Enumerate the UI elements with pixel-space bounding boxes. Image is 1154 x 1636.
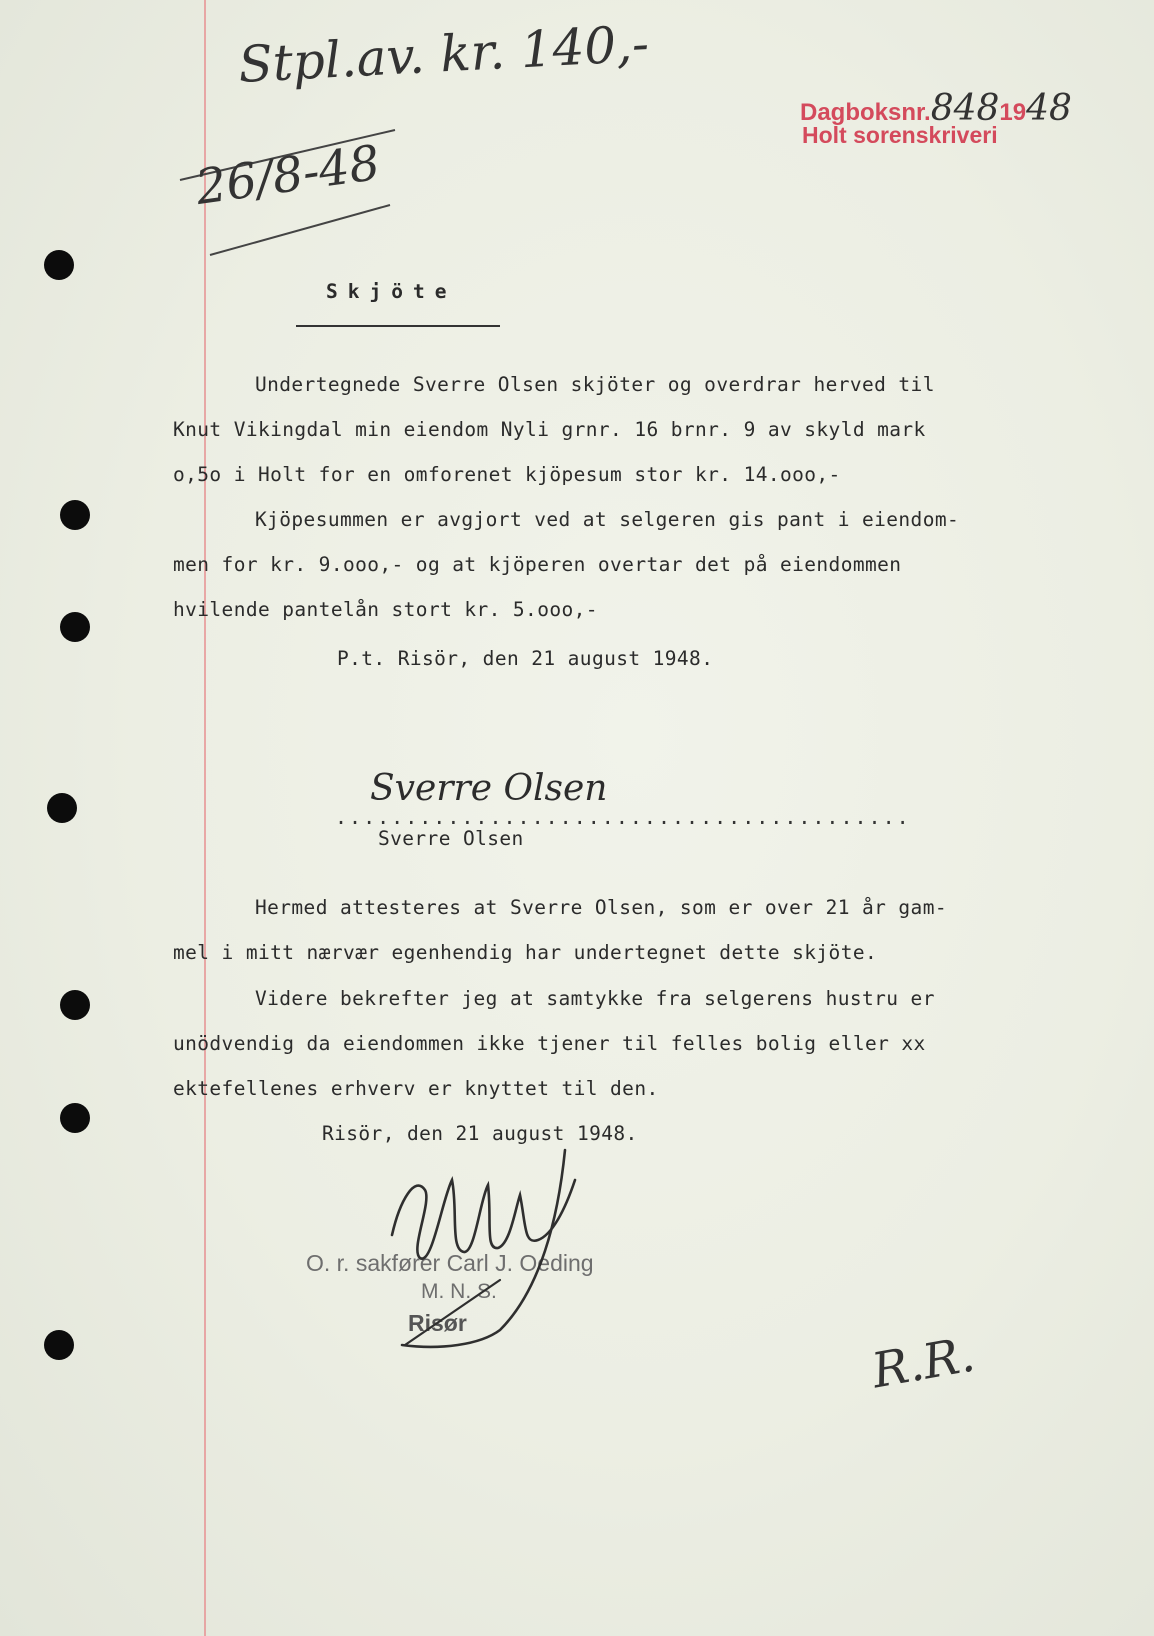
- handwritten-initials: R.R.: [867, 1326, 979, 1400]
- punch-hole: [60, 1103, 90, 1133]
- seal-line-2: M. N. S.: [421, 1280, 497, 1303]
- dagbok-number: 848: [930, 88, 1000, 129]
- punch-hole: [44, 250, 74, 280]
- punch-hole: [60, 990, 90, 1020]
- dagbok-year-written: 48: [1026, 88, 1072, 129]
- notary-signature: [380, 1140, 610, 1360]
- paragraph-3-line-1: Hermed attesteres at Sverre Olsen, som er over 21 år gam-: [255, 896, 947, 919]
- dagbok-prefix: Dagboksnr.: [800, 99, 931, 126]
- handwritten-fee: Stpl.av. kr. 140,-: [236, 14, 651, 94]
- handwritten-date: 26/8-48: [192, 134, 384, 216]
- place-date-2: Risör, den 21 august 1948.: [322, 1122, 638, 1145]
- paragraph-1-line-1: Undertegnede Sverre Olsen skjöter og overdrar herved til: [255, 373, 935, 396]
- paragraph-2-line-1: Kjöpesummen er avgjort ved at selgeren gis pant i eiendom-: [255, 508, 960, 531]
- paragraph-4-line-2: unödvendig da eiendommen ikke tjener til felles bolig eller xx: [173, 1032, 926, 1055]
- seal-line-3: Risør: [408, 1310, 467, 1336]
- punch-hole: [60, 500, 90, 530]
- paragraph-1-line-3: o,5o i Holt for en omforenet kjöpesum stor kr. 14.ooo,-: [173, 463, 841, 486]
- punch-hole: [60, 612, 90, 642]
- stamp-office: Holt sorenskriveri: [802, 122, 998, 148]
- paragraph-3-line-2: mel i mitt nærvær egenhendig har undertegnet dette skjöte.: [173, 941, 878, 964]
- title-underline: [296, 325, 500, 327]
- seller-name: Sverre Olsen: [378, 827, 524, 850]
- place-date-1: P.t. Risör, den 21 august 1948.: [337, 647, 714, 670]
- paragraph-2-line-2: men for kr. 9.ooo,- og at kjöperen overtar det på eiendommen: [173, 553, 902, 576]
- paragraph-4-line-1: Videre bekrefter jeg at samtykke fra selgerens hustru er: [255, 987, 935, 1010]
- paragraph-1-line-2: Knut Vikingdal min eiendom Nyli grnr. 16 brnr. 9 av skyld mark: [173, 418, 926, 441]
- seller-signature: Sverre Olsen: [370, 768, 608, 809]
- dagbok-year-printed: 19: [999, 99, 1027, 126]
- seal-line-1: O. r. sakfører Carl J. Oeding: [306, 1250, 594, 1276]
- punch-hole: [44, 1330, 74, 1360]
- punch-hole: [47, 793, 77, 823]
- paragraph-2-line-3: hvilende pantelån stort kr. 5.ooo,-: [173, 598, 598, 621]
- paragraph-4-line-3: ektefellenes erhverv er knyttet til den.: [173, 1077, 659, 1100]
- signature-dotted-line: .........................................: [335, 805, 911, 829]
- document-title: Skjöte: [326, 280, 457, 303]
